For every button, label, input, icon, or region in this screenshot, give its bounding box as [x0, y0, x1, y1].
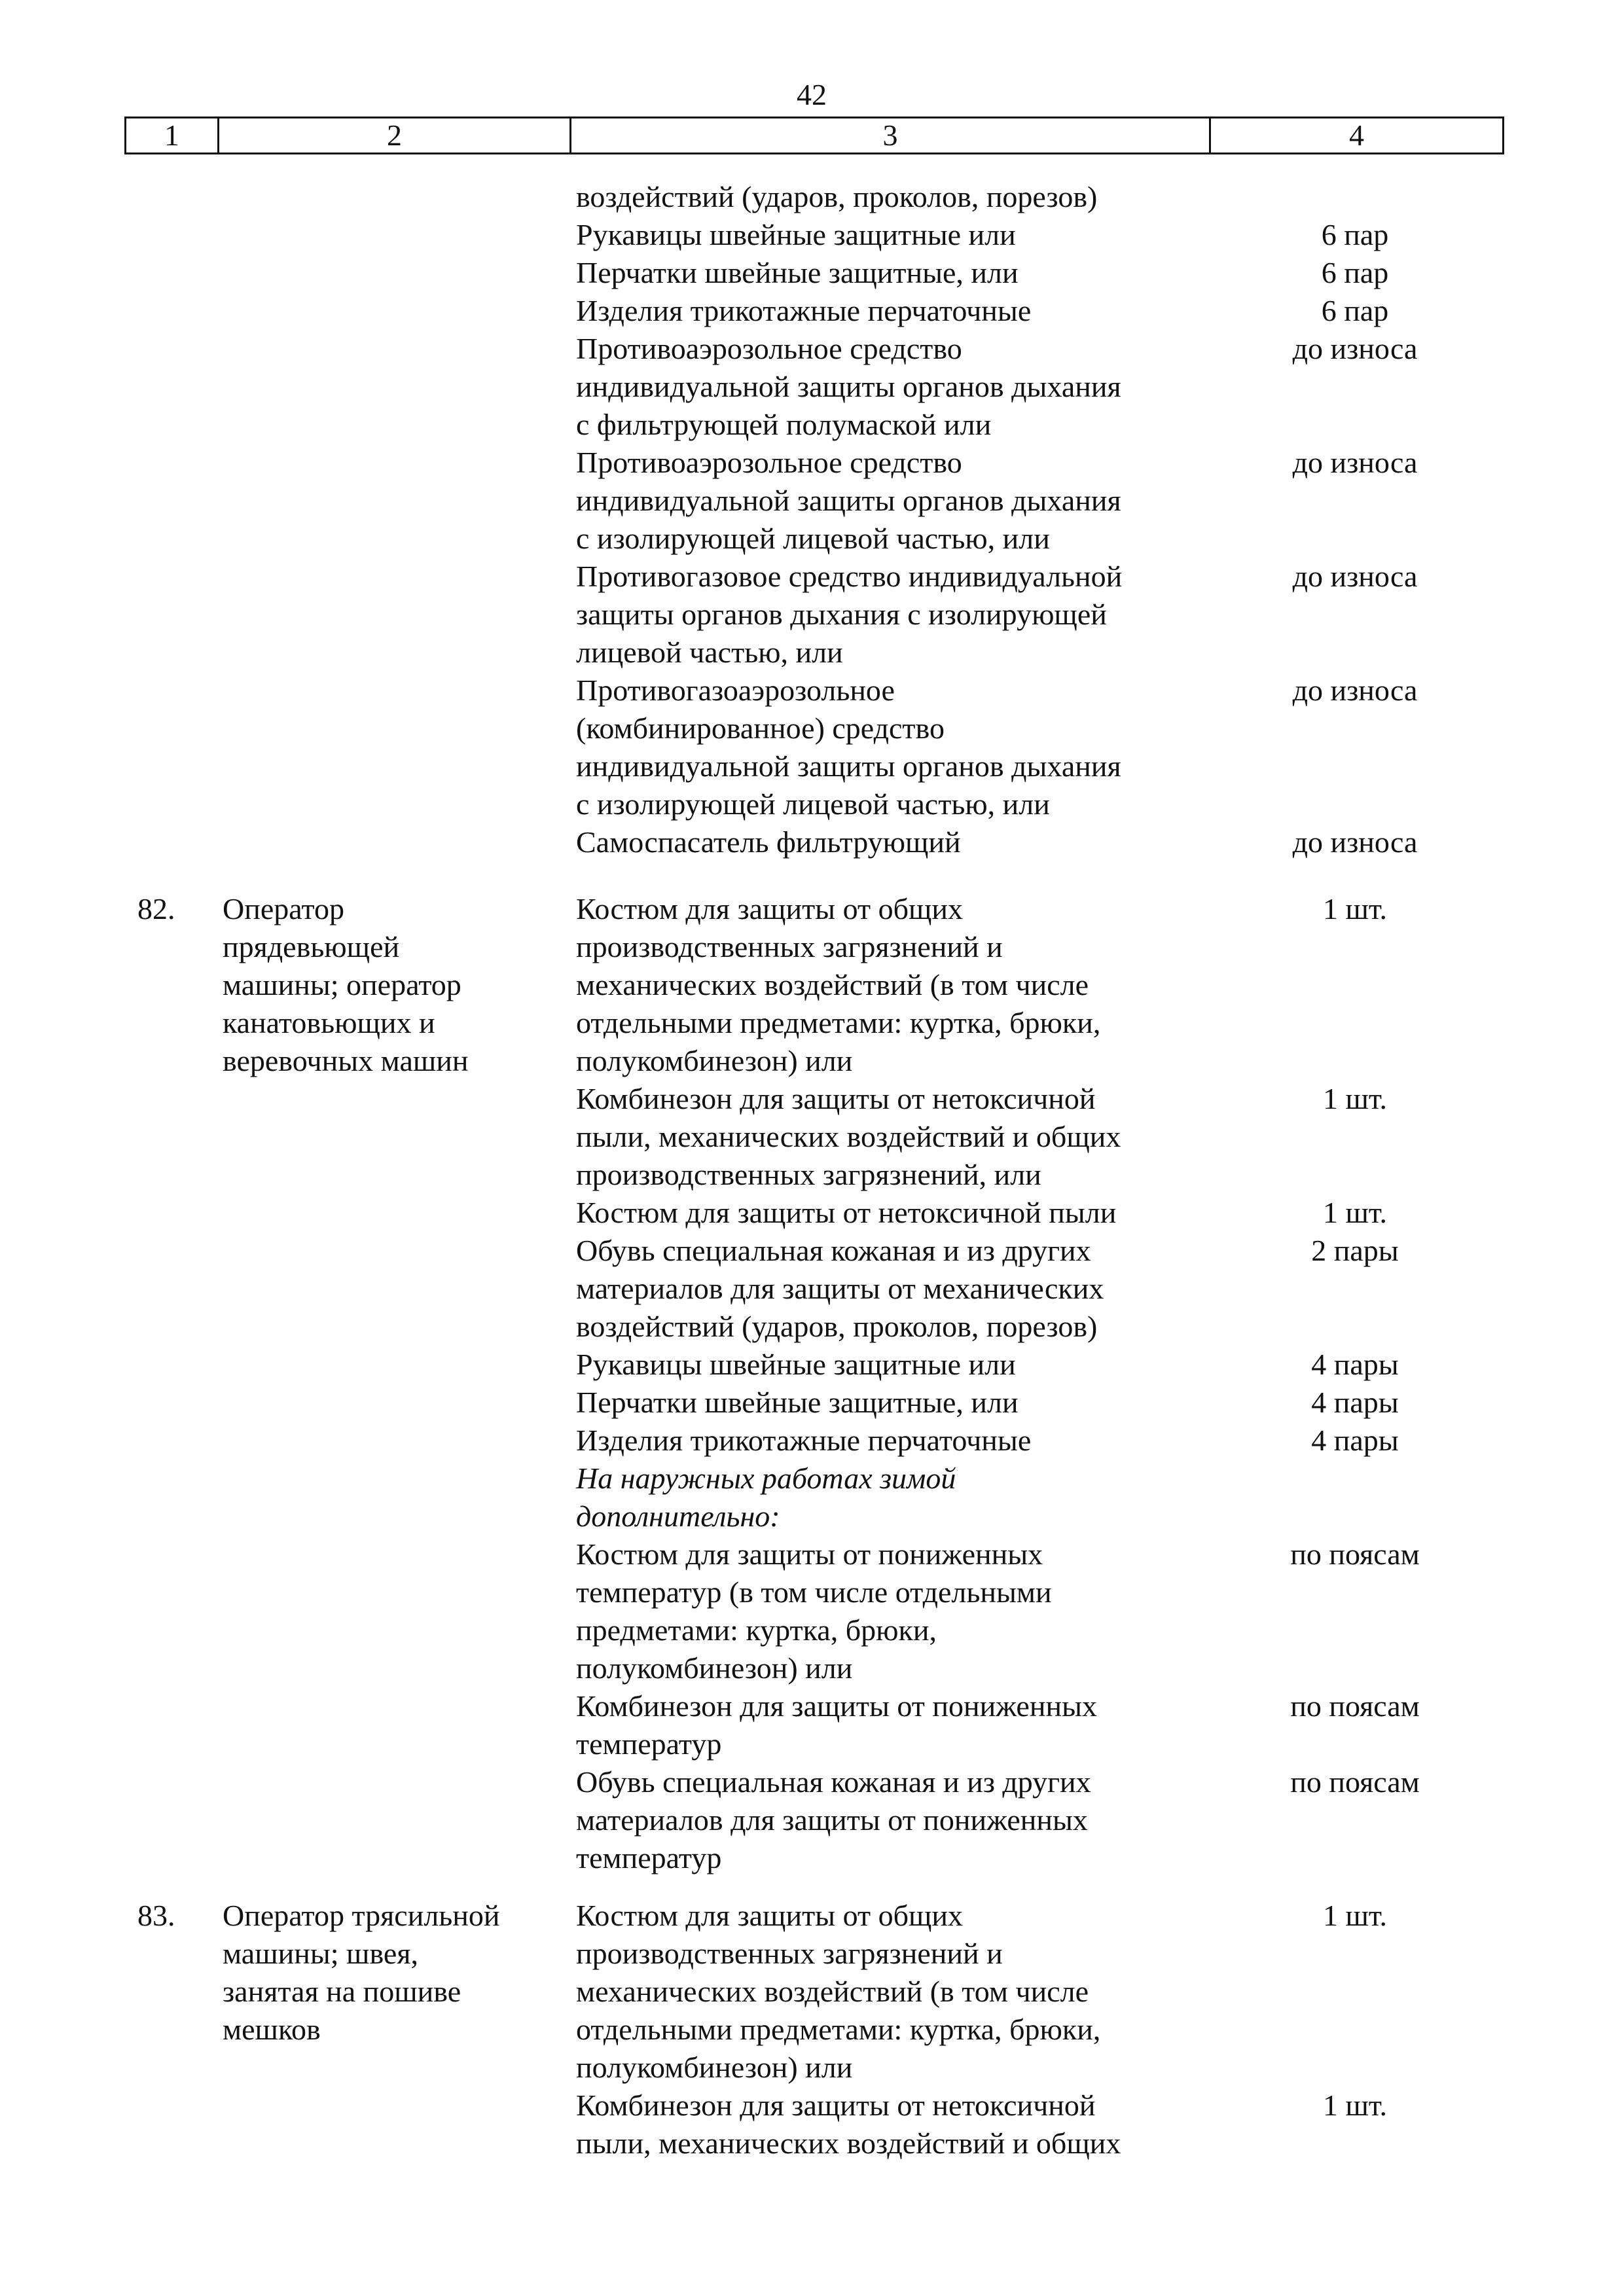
entry-82-item-4-qty: 4 пары [1311, 1348, 1399, 1381]
continuation-item-8-text: Самоспасатель фильтрующий [576, 825, 961, 859]
entry-82-winter-item-1-text: Комбинезон для защиты от пониженных температур [576, 1689, 1097, 1761]
continuation-item-1-text: Рукавицы швейные защитные или [576, 218, 1016, 251]
continuation-item-3-qty: 6 пар [1321, 294, 1389, 327]
entry-82-item-1-text: Комбинезон для защиты от нетоксичной пыли, механических воздействий и общих производственных загрязнений, или [576, 1082, 1121, 1191]
continuation-item-4-qty: до износа [1292, 332, 1418, 365]
entry-82-item-2-qty: 1 шт. [1322, 1196, 1388, 1229]
continuation-item-2-qty: 6 пар [1321, 256, 1389, 289]
entry-83-number: 83. [137, 1899, 175, 1932]
continuation-item-5-qty: до износа [1292, 446, 1418, 479]
table-header-row [124, 117, 1504, 154]
continuation-item-2-text: Перчатки швейные защитные, или [576, 256, 1019, 289]
entry-82-number: 82. [137, 892, 175, 925]
continuation-item-7-text: Противогазоаэрозольное (комбинированное) средство индивидуальной защиты органов дыхания с изолирующей лицевой частью, или [576, 673, 1121, 821]
entry-83-item-0-text: Костюм для защиты от общих производственных загрязнений и механических воздействий (в том числе отдельными предметами: куртка, брюки, полукомбинезон) или [576, 1899, 1101, 2084]
entry-82-item-4-text: Рукавицы швейные защитные или [576, 1348, 1016, 1381]
continuation-item-1-qty: 6 пар [1321, 218, 1389, 251]
continuation-item-6-qty: до износа [1292, 560, 1418, 593]
entry-82-item-1-qty: 1 шт. [1322, 1082, 1388, 1115]
entry-83-item-0-qty: 1 шт. [1322, 1899, 1388, 1932]
column-header-2: 2 [219, 118, 571, 152]
entry-82-item-0-qty: 1 шт. [1322, 892, 1388, 925]
entry-82-item-6-qty: 4 пары [1311, 1424, 1399, 1457]
entry-82-winter-item-2-text: Обувь специальная кожаная и из других материалов для защиты от пониженных температур [576, 1765, 1091, 1874]
entry-83-occupation: Оператор трясильной машины; швея, занятая на пошиве мешков [223, 1899, 500, 2046]
entry-82-winter-item-1-qty: по поясам [1290, 1689, 1420, 1723]
continuation-item-8-qty: до износа [1292, 825, 1418, 859]
entry-82-item-6-text: Изделия трикотажные перчаточные [576, 1424, 1032, 1457]
continuation-item-3-text: Изделия трикотажные перчаточные [576, 294, 1032, 327]
column-header-4: 4 [1349, 118, 1364, 152]
entry-83-item-1-text: Комбинезон для защиты от нетоксичной пыли, механических воздействий и общих [576, 2089, 1121, 2160]
entry-82-occupation: Оператор прядевьющей машины; оператор канатовьющих и веревочных машин [223, 892, 469, 1077]
entry-82-winter-item-0-qty: по поясам [1290, 1537, 1420, 1571]
entry-82-item-2-text: Костюм для защиты от нетоксичной пыли [576, 1196, 1117, 1229]
entry-82-item-0-text: Костюм для защиты от общих производственных загрязнений и механических воздействий (в том числе отдельными предметами: куртка, брюки, полукомбинезон) или [576, 892, 1101, 1077]
column-header-3: 3 [571, 118, 1211, 152]
entry-82-winter-item-0-text: Костюм для защиты от пониженных температур (в том числе отдельными предметами: куртка, брюки, полукомбинезон) или [576, 1537, 1052, 1685]
entry-82-item-3-text: Обувь специальная кожаная и из других материалов для защиты от механических воздействий (ударов, проколов, порезов) [576, 1234, 1104, 1343]
continuation-item-0-text: воздействий (ударов, проколов, порезов) [576, 180, 1098, 213]
entry-82-winter-heading: На наружных работах зимой дополнительно: [576, 1462, 956, 1533]
entry-82-item-5-text: Перчатки швейные защитные, или [576, 1386, 1019, 1419]
continuation-item-4-text: Противоаэрозольное средство индивидуальной защиты органов дыхания с фильтрующей полумаской или [576, 332, 1121, 441]
continuation-item-7-qty: до износа [1292, 673, 1418, 707]
page-number: 42 [797, 78, 827, 111]
entry-83-item-1-qty: 1 шт. [1322, 2089, 1388, 2122]
entry-82-item-3-qty: 2 пары [1311, 1234, 1399, 1267]
entry-82-winter-item-2-qty: по поясам [1290, 1765, 1420, 1799]
entry-82-item-5-qty: 4 пары [1311, 1386, 1399, 1419]
column-header-1: 1 [126, 118, 219, 152]
continuation-item-6-text: Противогазовое средство индивидуальной защиты органов дыхания с изолирующей лицевой частью, или [576, 560, 1123, 669]
continuation-item-5-text: Противоаэрозольное средство индивидуальной защиты органов дыхания с изолирующей лицевой частью, или [576, 446, 1121, 555]
